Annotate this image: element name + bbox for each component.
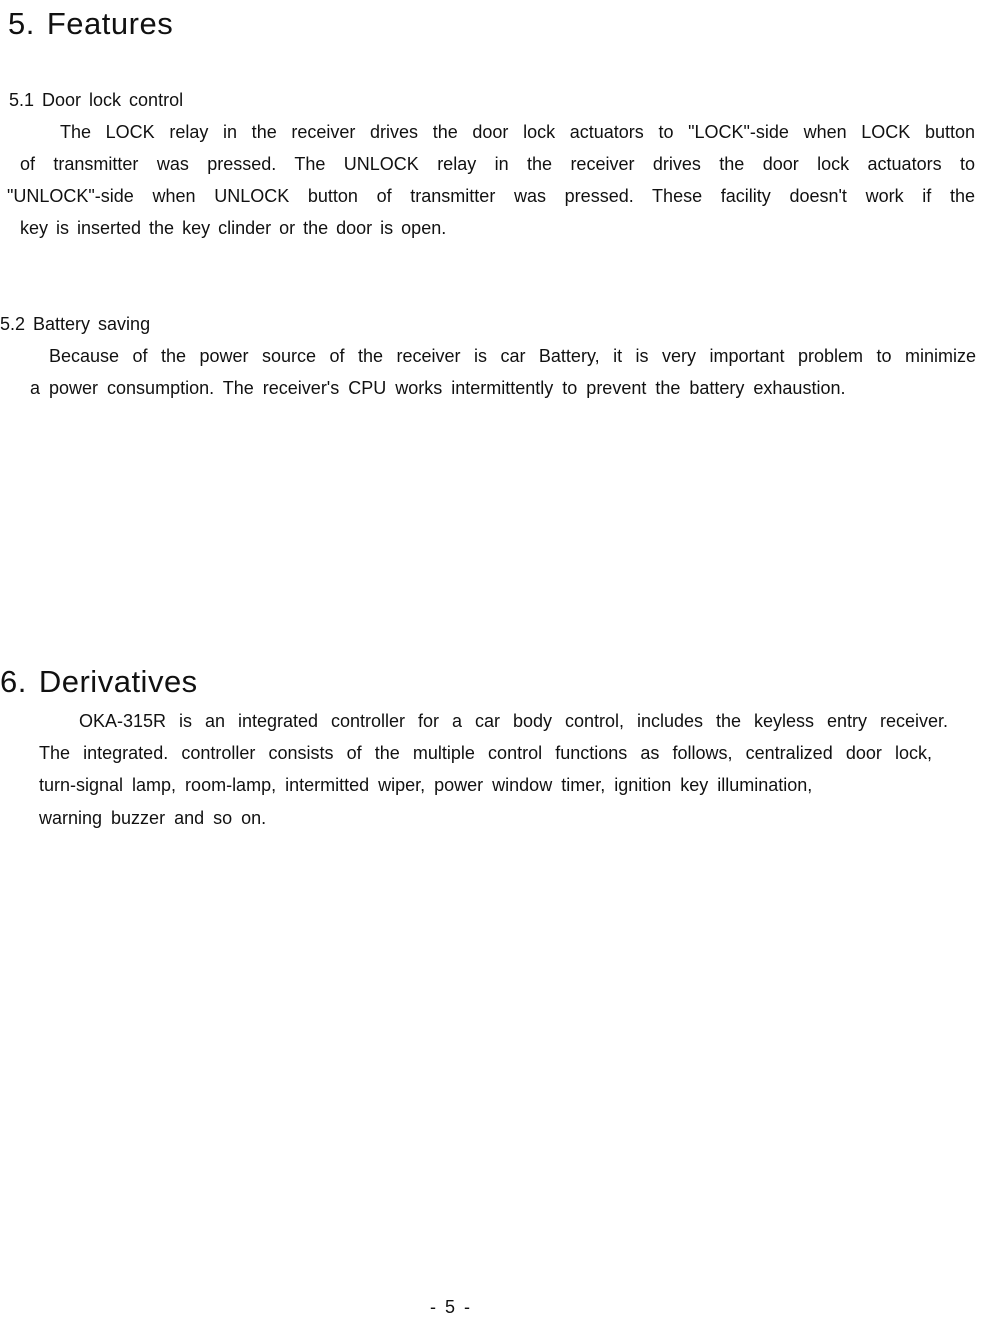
section-6-number: 6. [0,664,27,699]
paragraph-5-2-line-2: a power consumption. The receiver's CPU works intermittently to prevent the battery exhaustion. [30,378,846,398]
subsection-5-2-heading: 5.2 Battery saving [0,314,151,334]
paragraph-5-2-line-1: Because of the power source of the receiver is car Battery, it is very important problem to minimize [49,346,976,366]
section-5-heading [8,6,173,42]
page-number: - 5 - [429,1297,470,1317]
paragraph-5-1-line-3: "UNLOCK"-side when UNLOCK button of transmitter was pressed. These facility doesn't work if the [7,186,975,206]
section-6-heading [0,664,198,700]
paragraph-5-1-line-1: The LOCK relay in the receiver drives the door lock actuators to "LOCK"-side when LOCK button [60,122,975,142]
section-6-title: Derivatives [38,664,198,699]
paragraph-6-line-4: warning buzzer and so on. [39,808,267,828]
subsection-5-1-heading: 5.1 Door lock control [9,90,184,110]
section-5-title: Features [46,6,174,41]
paragraph-5-1-line-2: of transmitter was pressed. The UNLOCK relay in the receiver drives the door lock actuators to [20,154,975,174]
paragraph-6-line-3: turn-signal lamp, room-lamp, intermitted wiper, power window timer, ignition key illumination, [39,775,813,795]
section-5-number: 5. [8,6,35,41]
paragraph-5-1-line-4: key is inserted the key clinder or the door is open. [20,218,447,238]
paragraph-6-line-2: The integrated. controller consists of the multiple control functions as follows, centralized door lock, [39,743,932,763]
paragraph-6-line-1: OKA-315R is an integrated controller for a car body control, includes the keyless entry receiver. [79,711,948,731]
